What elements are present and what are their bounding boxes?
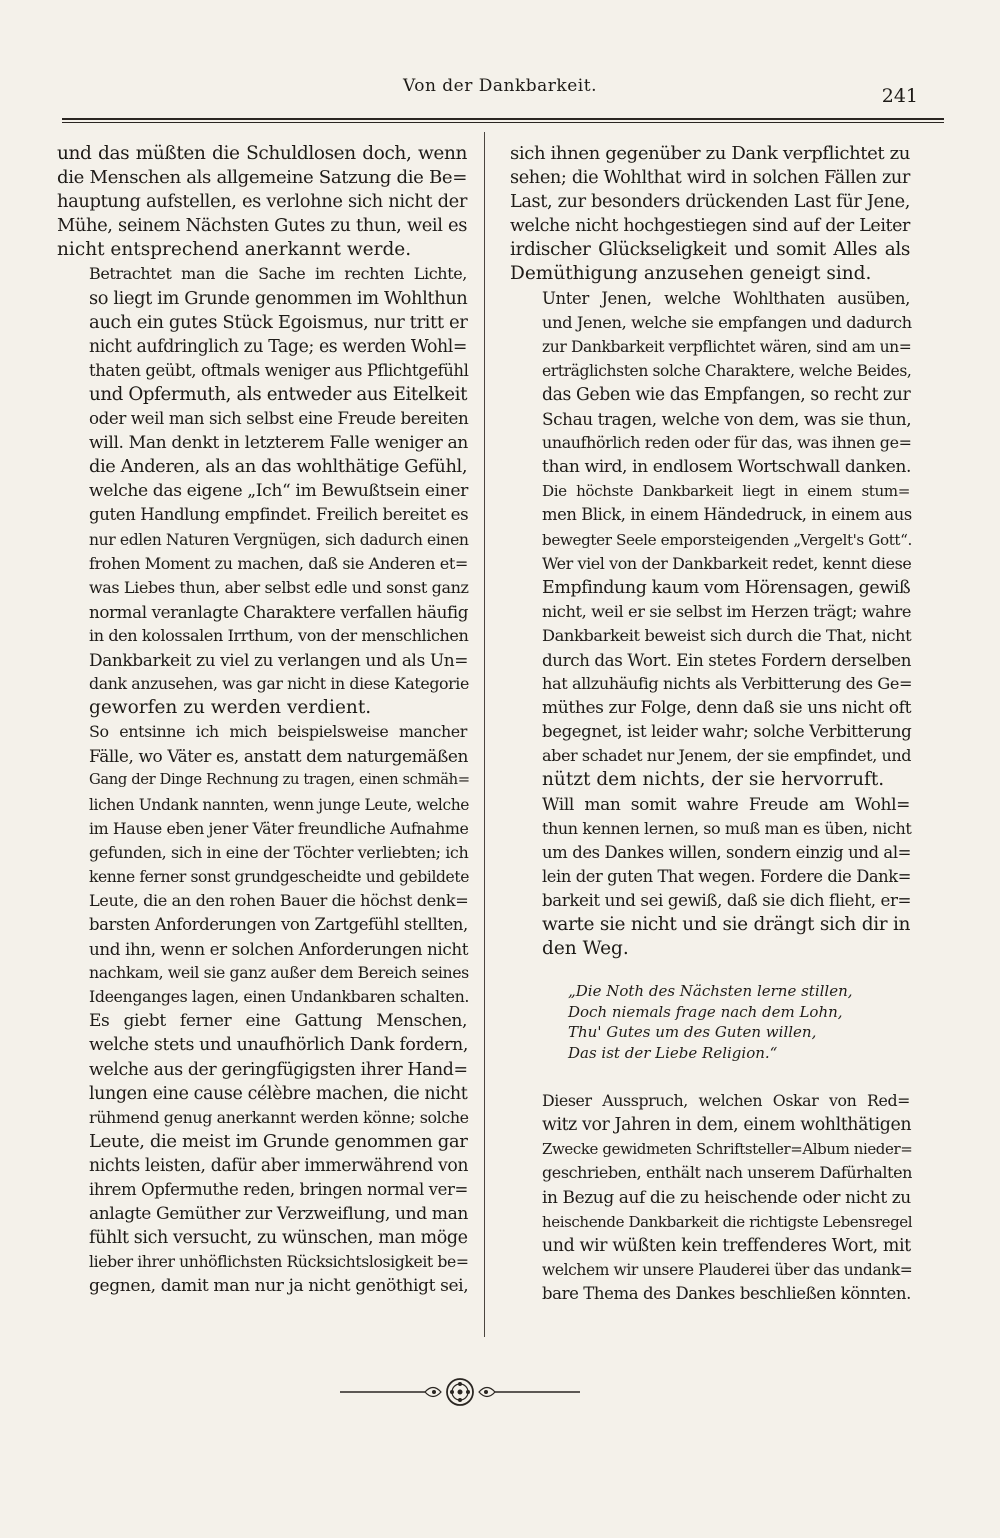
text-line: nützt dem nichts, der sie hervorruft.	[542, 769, 885, 791]
text-line: ihrem Opfermuthe reden, bringen normal ver=	[89, 1180, 468, 1200]
text-line: nichts leisten, dafür aber immerwährend von	[89, 1155, 469, 1176]
text-line: sehen; die Wohlthat wird in solchen Fällen zur	[510, 168, 910, 189]
text-line: geschrieben, enthält nach unserem Dafürhalten	[542, 1163, 913, 1183]
text-line: Leute, die an den rohen Bauer die höchst denk=	[89, 890, 469, 910]
poem-verse: „Die Noth des Nächsten lerne stillen,	[568, 982, 853, 1001]
text-line: aber schadet nur Jenem, der sie empfindet, und	[542, 746, 912, 766]
text-line: was Liebes thun, aber selbst edle und sonst ganz	[89, 577, 469, 597]
text-line: Leute, die meist im Grunde genommen gar	[89, 1130, 468, 1152]
text-line: sich ihnen gegenüber zu Dank verpflichtet zu	[510, 143, 910, 164]
text-line: Will man somit wahre Freude am Wohl=	[542, 794, 910, 815]
text-line: Dankbarkeit zu viel zu verlangen und als Un=	[89, 649, 469, 670]
left-column	[57, 142, 470, 1299]
text-line: nachkam, weil sie ganz außer dem Bereich seines	[89, 963, 469, 983]
text-line: welche nicht hochgestiegen sind auf der Leiter	[510, 216, 910, 237]
text-line: thaten geübt, oftmals weniger aus Pflichtgefühl	[89, 360, 469, 380]
right-column-text-after-poem	[510, 1089, 913, 1306]
poem-verse: Doch niemals frage nach dem Lohn,	[568, 1002, 843, 1021]
text-line: Fälle, wo Väter es, anstatt dem naturgemäßen	[89, 746, 469, 767]
text-line: warte sie nicht und sie drängt sich dir in	[542, 914, 910, 935]
text-line: den Weg.	[542, 938, 629, 960]
text-line: frohen Moment zu machen, daß sie Anderen et=	[89, 553, 468, 573]
paragraph	[57, 720, 470, 1009]
text-line: kenne ferner sonst grundgescheidte und gebildete	[89, 867, 469, 886]
text-line: und wir wüßten kein treffenderes Wort, mit	[542, 1235, 911, 1256]
page-number: 241	[881, 85, 918, 107]
column-divider	[484, 132, 485, 1337]
text-line: Empfindung kaum vom Hörensagen, gewiß	[542, 577, 911, 598]
text-line: than wird, in endlosem Wortschwall danken.	[542, 457, 912, 478]
text-line: welche aus der geringfügigsten ihrer Hand=	[89, 1059, 468, 1080]
poem-verse: Thu' Gutes um des Guten willen,	[568, 1023, 817, 1042]
text-line: Es giebt ferner eine Gattung Menschen,	[89, 1011, 467, 1032]
text-line: durch das Wort. Ein stetes Fordern derselben	[542, 649, 912, 670]
text-line: rühmend genug anerkannt werden könne; solche	[89, 1107, 469, 1127]
text-line: Dankbarkeit beweist sich durch die That, nicht	[542, 625, 912, 645]
text-line: erträglichsten solche Charaktere, welche Beides,	[542, 361, 912, 380]
text-line: Die höchste Dankbarkeit liegt in einem stum=	[542, 482, 910, 501]
paragraph	[57, 1009, 467, 1298]
text-line: und Opfermuth, als entweder aus Eitelkeit	[89, 383, 467, 405]
text-line: geworfen zu werden verdient.	[89, 697, 372, 719]
text-line: im Hause eben jener Väter freundliche Aufnahme	[89, 818, 469, 838]
text-line: und Jenen, welche sie empfangen und dadurch	[542, 312, 912, 332]
text-line: oder weil man sich selbst eine Freude bereiten	[89, 409, 469, 429]
poem-verse: Das ist der Liebe Religion.“	[568, 1043, 778, 1062]
text-line: hat allzuhäufig nichts als Verbitterung des Ge=	[542, 674, 913, 694]
text-line: um des Dankes willen, sondern einzig und al=	[542, 842, 912, 862]
floral-rosette-ornament-icon	[330, 1372, 590, 1412]
text-line: anlagte Gemüther zur Verzweiflung, und man	[89, 1204, 468, 1225]
text-line: heischende Dankbarkeit die richtigste Lebensregel	[542, 1212, 913, 1231]
text-line: lichen Undank nannten, wenn junge Leute, welche	[89, 795, 470, 814]
right-column	[510, 142, 913, 1306]
text-line: witz vor Jahren in dem, einem wohlthätigen	[542, 1115, 912, 1136]
text-line: guten Handlung empfindet. Freilich bereitet es	[89, 505, 469, 525]
text-line: normal veranlagte Charaktere verfallen häufig	[89, 601, 469, 622]
text-line: Unter Jenen, welche Wohlthaten ausüben,	[542, 288, 910, 308]
text-line: Betrachtet man die Sache im rechten Lichte,	[89, 264, 467, 284]
text-line: Demüthigung anzusehen geneigt sind.	[510, 263, 872, 285]
text-line: so liegt im Grunde genommen im Wohlthun	[89, 287, 468, 309]
quoted-poem	[568, 981, 910, 1063]
text-line: So entsinne ich mich beispielsweise mancher	[89, 722, 467, 742]
paragraph	[57, 142, 467, 262]
text-line: bewegter Seele emporsteigenden „Vergelt's Gott“.	[542, 530, 912, 549]
text-line: Mühe, seinem Nächsten Gutes zu thun, weil es	[57, 215, 467, 237]
text-line: welche stets und unaufhörlich Dank fordern,	[89, 1035, 468, 1056]
text-line: Schau tragen, welche von dem, was sie thun,	[542, 409, 912, 430]
text-line: die Anderen, als an das wohlthätige Gefühl,	[89, 456, 468, 478]
text-line: unaufhörlich reden oder für das, was ihnen ge=	[542, 433, 912, 453]
text-line: Ideenganges lagen, einen Undankbaren schalten.	[89, 987, 470, 1007]
text-line: bare Thema des Dankes beschließen könnten.	[542, 1283, 911, 1303]
paragraph	[57, 262, 467, 720]
text-line: thun kennen lernen, so muß man es üben, nicht	[542, 818, 912, 838]
text-line: nicht, weil er sie selbst im Herzen trägt; wahre	[542, 601, 912, 621]
text-line: welchem wir unsere Plauderei über das undank=	[542, 1260, 913, 1279]
text-line: lein der guten That wegen. Fordere die Dank=	[542, 866, 911, 886]
text-line: Dieser Ausspruch, welchen Oskar von Red=	[542, 1091, 910, 1111]
text-line: Zwecke gewidmeten Schriftsteller=Album nieder=	[542, 1140, 913, 1159]
text-line: in den kolossalen Irrthum, von der menschlichen	[89, 625, 469, 645]
paragraph	[510, 793, 910, 962]
text-line: die Menschen als allgemeine Satzung die Be=	[57, 167, 467, 189]
paragraph	[510, 479, 913, 792]
text-line: lieber ihrer unhöflichsten Rücksichtslosigkeit be=	[89, 1252, 469, 1272]
text-line: das Geben wie das Empfangen, so recht zur	[542, 384, 911, 405]
text-line: und ihn, wenn er solchen Anforderungen nicht	[89, 939, 469, 960]
text-line: barsten Anforderungen von Zartgefühl stellten,	[89, 915, 468, 934]
text-line: nicht entsprechend anerkannt werde.	[57, 239, 412, 261]
text-line: will. Man denkt in letzterem Falle weniger an	[89, 433, 468, 454]
running-title: Von der Dankbarkeit.	[403, 76, 597, 96]
text-line: und das müßten die Schuldlosen doch, wenn	[57, 143, 467, 164]
text-line: zur Dankbarkeit verpflichtet wären, sind am un=	[542, 337, 912, 356]
text-line: gefunden, sich in eine der Töchter verliebten; ich	[89, 842, 469, 862]
text-line: lungen eine cause célèbre machen, die nicht	[89, 1083, 468, 1104]
text-line: Last, zur besonders drückenden Last für Jene,	[510, 192, 910, 213]
text-line: irdischer Glückseligkeit und somit Alles als	[510, 239, 910, 261]
text-line: fühlt sich versucht, zu wünschen, man möge	[89, 1228, 468, 1249]
text-line: nicht aufdringlich zu Tage; es werden Wohl=	[89, 336, 468, 357]
text-line: dank anzusehen, was gar nicht in diese Kategorie	[89, 674, 469, 694]
text-line: Wer viel von der Dankbarkeit redet, kennt diese	[542, 553, 912, 573]
text-line: barkeit und sei gewiß, daß sie dich flieht, er=	[542, 890, 912, 910]
header-rule	[62, 118, 944, 123]
text-line: in Bezug auf die zu heischende oder nicht zu	[542, 1187, 911, 1208]
paragraph	[510, 287, 910, 480]
text-line: nur edlen Naturen Vergnügen, sich dadurch einen	[89, 530, 469, 549]
text-line: Gang der Dinge Rechnung zu tragen, einen schmäh=	[89, 771, 470, 789]
text-line: gegnen, damit man nur ja nicht genöthigt sei,	[89, 1276, 469, 1297]
text-line: men Blick, in einem Händedruck, in einem aus	[542, 505, 912, 525]
paragraph	[510, 1089, 913, 1306]
text-line: begegnet, ist leider wahr; solche Verbitterung	[542, 722, 912, 742]
paragraph	[510, 142, 910, 287]
text-line: auch ein gutes Stück Egoismus, nur tritt er	[89, 311, 468, 333]
right-column-text-before-poem	[510, 142, 913, 961]
text-line: welche das eigene „Ich“ im Bewußtsein einer	[89, 481, 468, 502]
text-line: hauptung aufstellen, es verlohne sich nicht der	[57, 191, 467, 213]
text-line: müthes zur Folge, denn daß sie uns nicht oft	[542, 698, 912, 719]
